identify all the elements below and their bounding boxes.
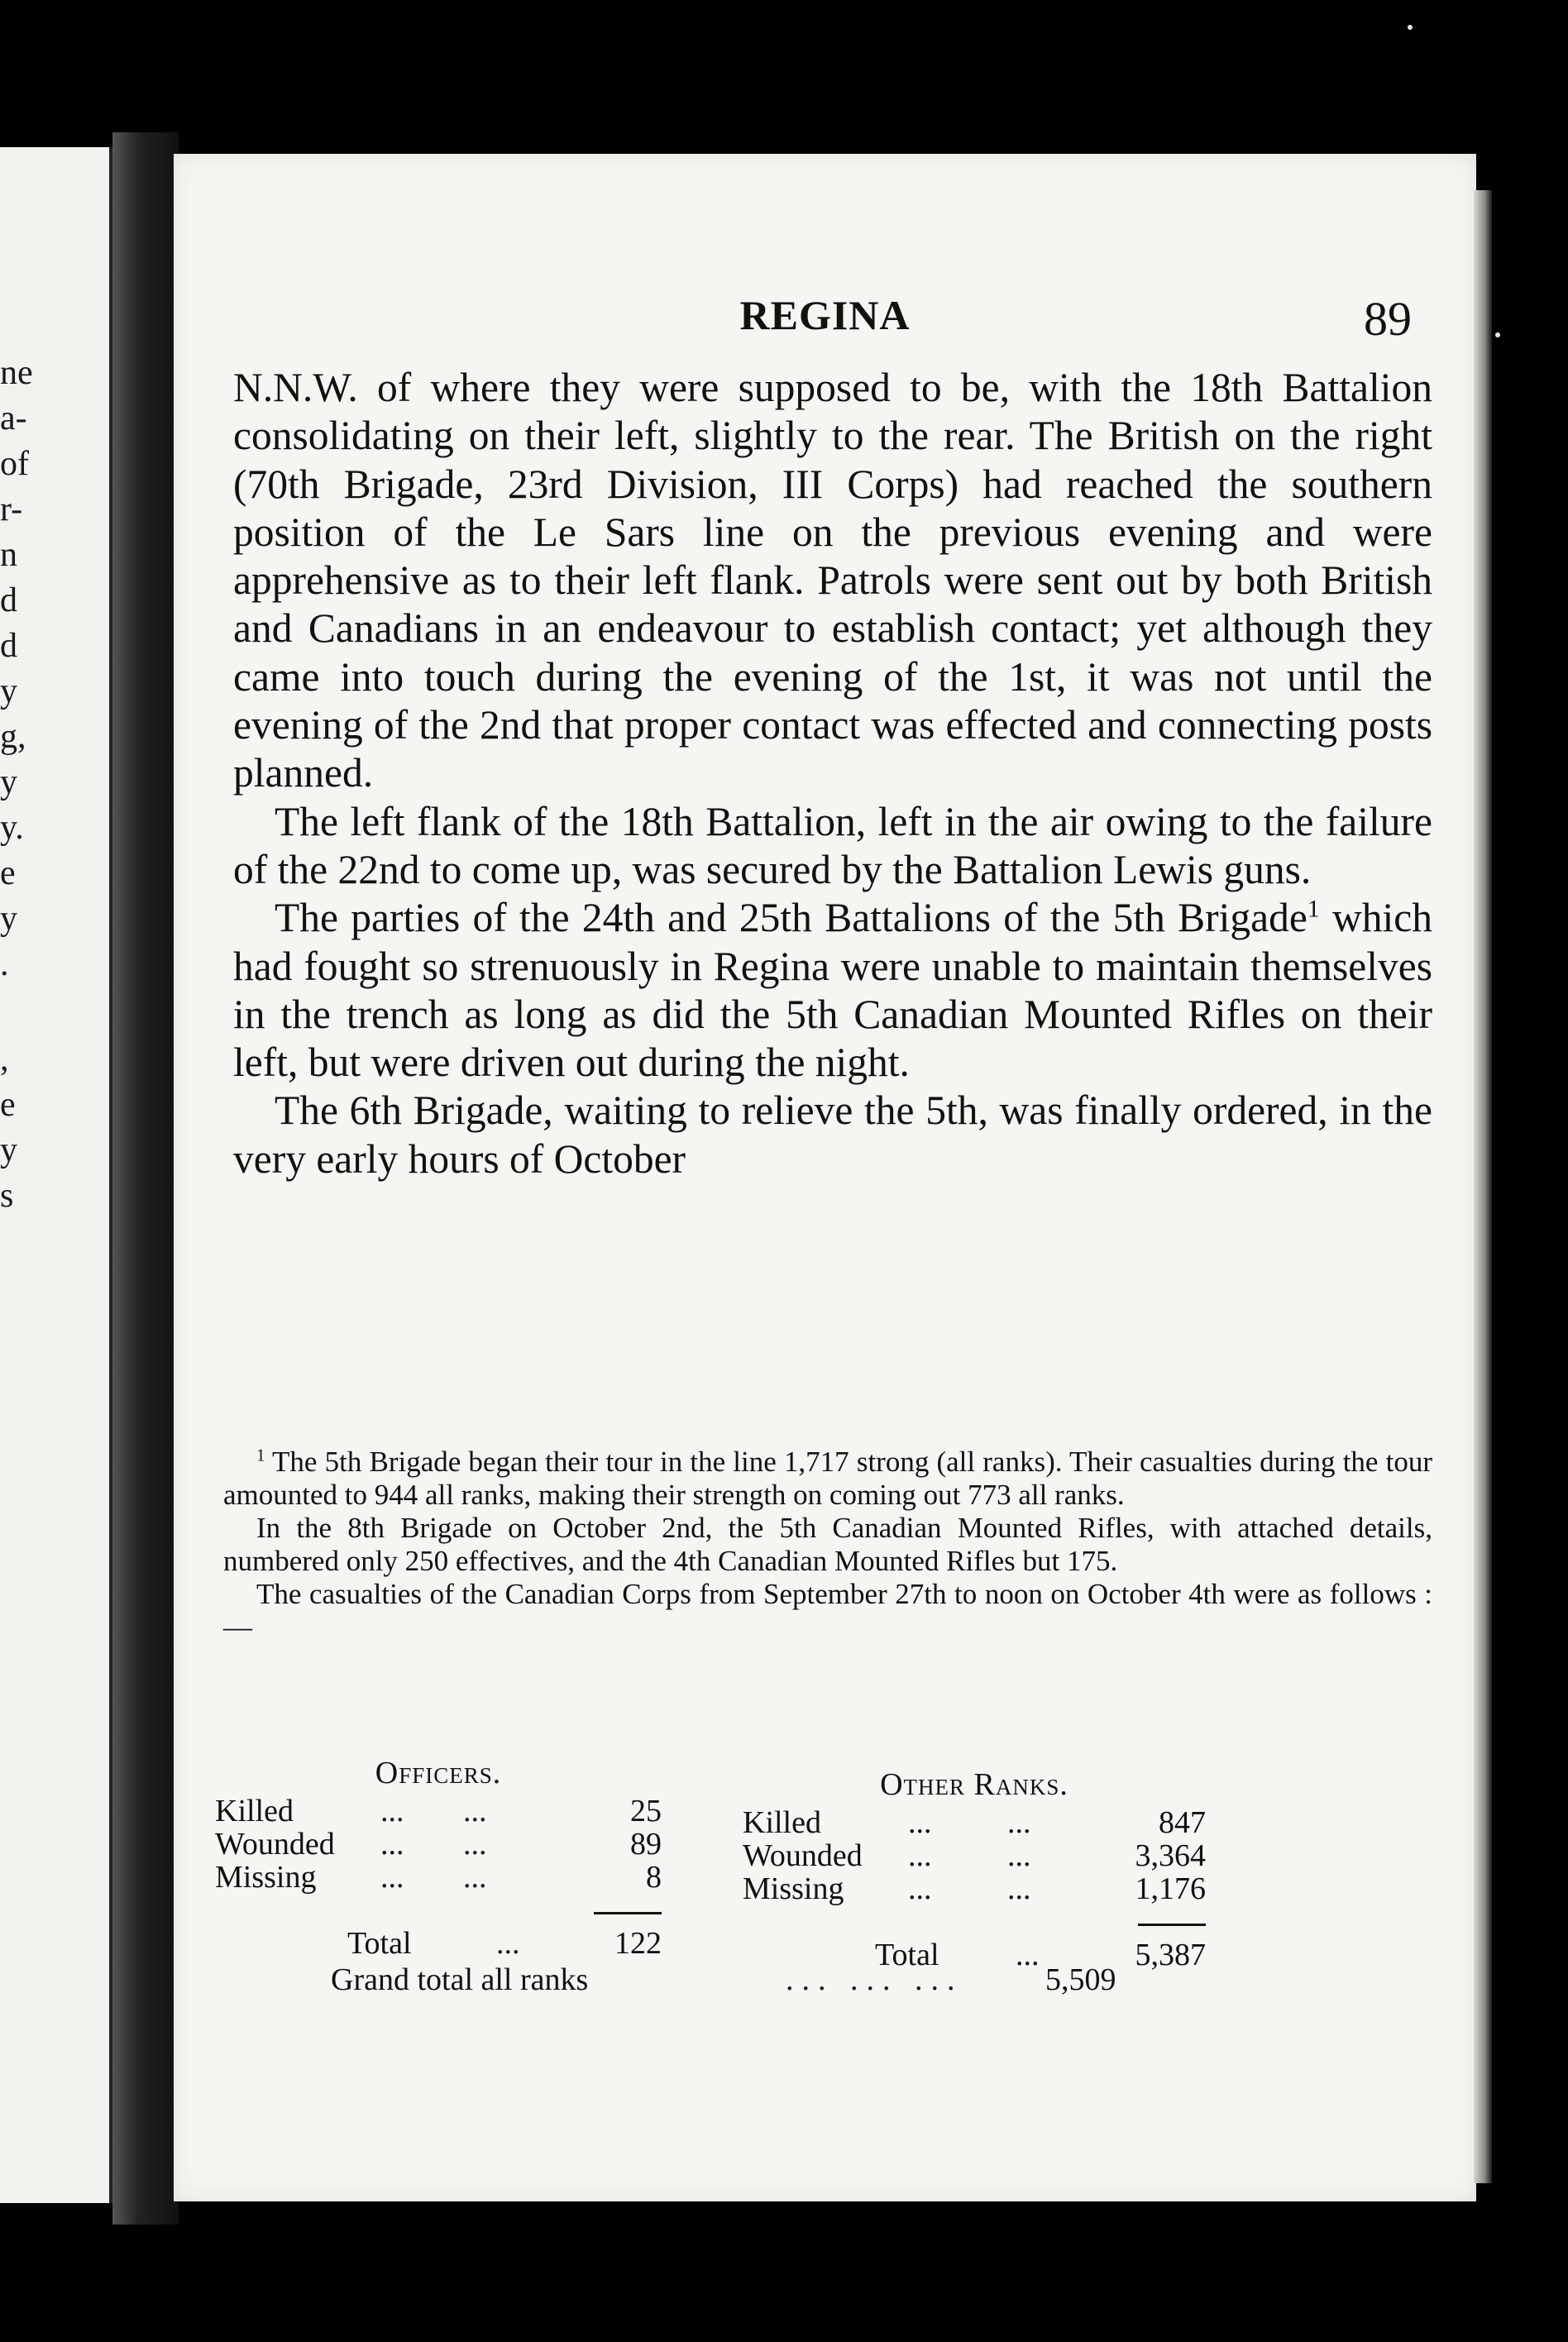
previous-page-fragment: y <box>0 672 17 710</box>
total-value: 122 <box>614 1926 662 1961</box>
previous-page-fragment: e <box>0 1086 16 1124</box>
page-right-edge <box>1474 190 1492 2183</box>
previous-page-fragment: y <box>0 763 17 801</box>
table-row <box>215 1793 662 1826</box>
leader-dots: ... <box>908 1838 932 1873</box>
paragraph-text: which had fought so strenuously in Regina were unable to maintain themselves in the trench as long as did the 5th Canadian Mounted Rifles on their left, but were driven out during the night. <box>233 895 1432 1086</box>
footnote-reference: 1 <box>1307 896 1320 923</box>
footnote-mark: 1 <box>256 1445 265 1465</box>
leader-dots: ... <box>1007 1838 1031 1873</box>
grand-total-row <box>215 1962 1439 1998</box>
leader-dots: ... <box>1016 1938 1040 1972</box>
previous-page-fragment: n <box>0 536 17 574</box>
row-value: 89 <box>630 1827 662 1862</box>
page-number: 89 <box>1364 292 1412 346</box>
previous-page-fragment: s <box>0 1177 14 1215</box>
paragraph: N.N.W. of where they were supposed to be, with the 18th Battalion consolidating on their left, slightly to the rear. The British on the right (70th Brigade, 23rd Division, III Corps) had reached the southern position of the Le Sars line on the previous evening and were apprehensive as to their left flank. Patrols were sent out by both British and Canadians in an endeavour to establish contact; yet although they came into touch during the evening of the 1st, it was not until the evening of the 2nd that proper contact was effected and connecting posts planned. <box>233 365 1432 796</box>
page-header <box>174 291 1476 346</box>
row-value: 1,176 <box>1135 1871 1206 1906</box>
previous-page-fragment: y <box>0 1131 17 1169</box>
leader-dots: ... <box>1007 1805 1031 1840</box>
previous-page-fragment: y <box>0 900 17 938</box>
sum-rule <box>594 1912 662 1914</box>
leader-dots: ... <box>380 1860 404 1895</box>
row-label: Killed <box>743 1805 821 1840</box>
leader-dots: ... <box>463 1794 487 1828</box>
table-row <box>215 1859 662 1895</box>
row-value: 3,364 <box>1135 1838 1206 1873</box>
total-row <box>215 1925 662 1962</box>
row-value: 8 <box>646 1860 662 1895</box>
book-gutter <box>112 132 179 2225</box>
row-label: Missing <box>215 1860 317 1895</box>
sum-rule <box>1138 1924 1206 1926</box>
previous-page-fragment: y. <box>0 809 24 847</box>
officers-column <box>215 1755 662 1961</box>
previous-page-fragment: ne <box>0 354 33 392</box>
table-row <box>743 1838 1206 1871</box>
total-value: 5,387 <box>1135 1938 1206 1972</box>
previous-page-fragment: a- <box>0 399 27 437</box>
table-row <box>215 1826 662 1862</box>
dust-speck <box>1495 332 1500 337</box>
total-label: Total <box>347 1926 412 1961</box>
grand-total-value: 5,509 <box>1045 1962 1116 1997</box>
previous-page-fragment: d <box>0 581 17 619</box>
book-page <box>174 154 1476 2201</box>
row-value: 847 <box>1159 1805 1206 1840</box>
leader-dots: ... <box>463 1860 487 1895</box>
leader-dots: ... ... ... <box>786 1962 963 1997</box>
leader-dots: ... <box>380 1794 404 1828</box>
previous-page-fragment: g, <box>0 718 26 756</box>
paragraph-text: The parties of the 24th and 25th Battalions of the 5th Brigade <box>275 895 1307 941</box>
footnote-text: The 5th Brigade began their tour in the line 1,717 strong (all ranks). Their casualties during the tour amounted to 944 all ranks, making their strength on coming out 773 all ranks. <box>223 1446 1432 1511</box>
table-row <box>743 1804 1206 1838</box>
previous-page-fragment: e <box>0 854 16 892</box>
previous-page-fragment: . <box>0 945 9 983</box>
total-label: Total <box>875 1938 939 1972</box>
running-head: REGINA <box>739 292 911 338</box>
column-heading: Officers. <box>375 1756 502 1790</box>
leader-dots: ... <box>908 1871 932 1906</box>
row-label: Wounded <box>215 1827 335 1862</box>
previous-page-fragment: of <box>0 445 29 483</box>
row-label: Killed <box>215 1794 294 1828</box>
row-value: 25 <box>630 1794 662 1828</box>
casualties-table <box>215 1755 1439 2003</box>
paragraph: The left flank of the 18th Battalion, left in the air owing to the failure of the 22nd to come up, was secured by the Battalion Lewis guns. <box>233 798 1432 892</box>
leader-dots: ... <box>1007 1871 1031 1906</box>
footnotes <box>223 1446 1432 1644</box>
leader-dots: ... <box>380 1827 404 1862</box>
grand-total-label: Grand total all ranks <box>331 1962 589 1997</box>
dust-speck <box>1408 25 1413 30</box>
leader-dots: ... <box>463 1827 487 1862</box>
body-text <box>233 364 1432 1183</box>
leader-dots: ... <box>908 1805 932 1840</box>
footnote: In the 8th Brigade on October 2nd, the 5th Canadian Mounted Rifles, with attached details, numbered only 250 effectives, and the 4th Canadian Mounted Rifles but 175. <box>223 1512 1432 1577</box>
leader-dots: ... <box>496 1926 520 1961</box>
table-row <box>743 1871 1206 1904</box>
previous-page-fragment: r- <box>0 490 23 528</box>
paragraph <box>233 894 1432 1087</box>
other-ranks-column <box>743 1766 1206 1972</box>
row-label: Wounded <box>743 1838 863 1873</box>
paragraph: The 6th Brigade, waiting to relieve the 5th, was finally ordered, in the very early hours of October <box>233 1087 1432 1182</box>
footnote: The casualties of the Canadian Corps from September 27th to noon on October 4th were as follows :— <box>223 1578 1432 1643</box>
footnote <box>223 1446 1432 1512</box>
previous-page-fragment: d <box>0 627 17 665</box>
row-label: Missing <box>743 1871 844 1906</box>
column-heading: Other Ranks. <box>880 1767 1068 1802</box>
previous-page-fragment: , <box>0 1040 9 1078</box>
